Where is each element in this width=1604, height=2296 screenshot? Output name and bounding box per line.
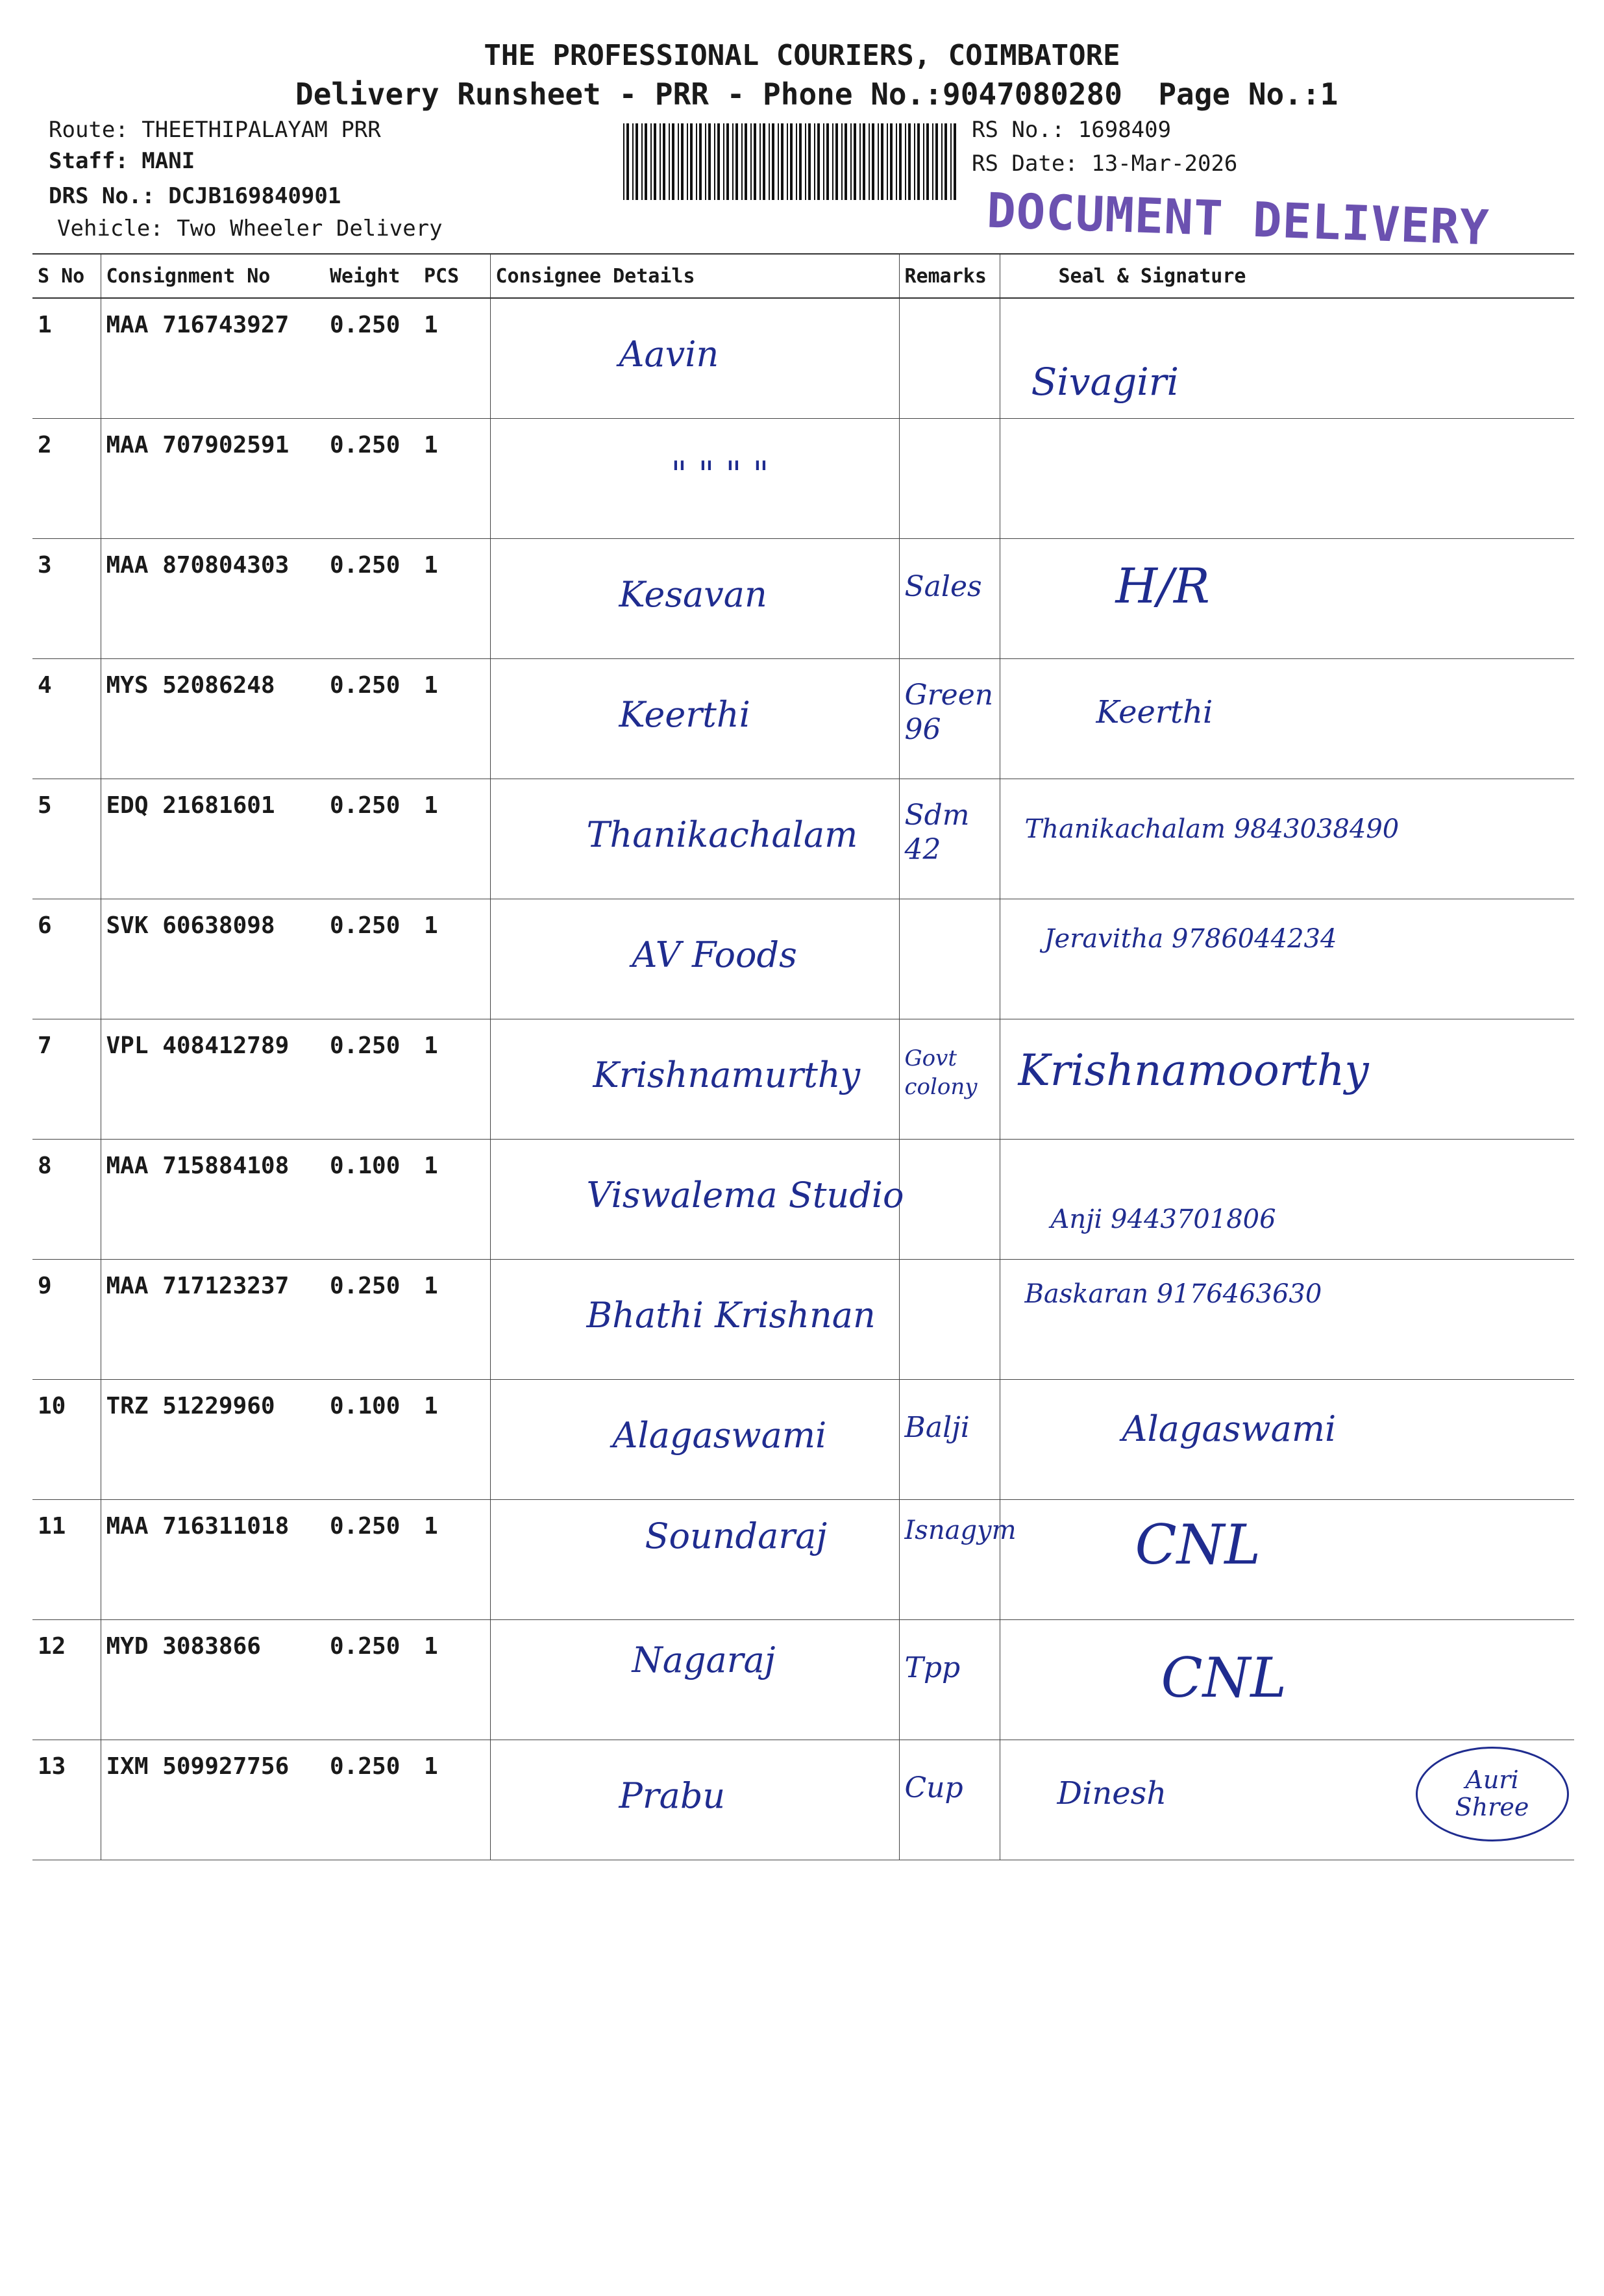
row-remarks: Sdm 42 — [904, 799, 970, 866]
row-consignee-cell — [490, 1740, 899, 1860]
row-remarks-cell — [899, 539, 1000, 659]
col-consignment: Consignment No — [101, 254, 325, 298]
subtitle-text: Delivery Runsheet - PRR - Phone No.:9047080280 — [295, 77, 1122, 112]
row-signature: Krishnamoorthy — [1018, 1045, 1369, 1095]
row-signature: Jeravitha 9786044234 — [1044, 924, 1337, 954]
col-signature: Seal & Signature — [1000, 254, 1574, 298]
col-consignee: Consignee Details — [490, 254, 899, 298]
row-weight: 0.250 — [325, 899, 419, 1019]
row-consignment: MYS 52086248 — [101, 659, 325, 779]
row-sno: 6 — [32, 899, 101, 1019]
vehicle-label: Vehicle: Two Wheeler Delivery — [57, 216, 443, 242]
row-weight: 0.250 — [325, 1260, 419, 1380]
table-row — [32, 779, 1574, 899]
row-consignment: MAA 717123237 — [101, 1260, 325, 1380]
col-weight: Weight — [325, 254, 419, 298]
row-pcs: 1 — [419, 1140, 490, 1260]
row-weight: 0.100 — [325, 1380, 419, 1500]
row-remarks: Balji — [904, 1411, 970, 1444]
row-sno: 7 — [32, 1019, 101, 1140]
barcode-image — [623, 123, 961, 200]
rs-date: RS Date: 13-Mar-2026 — [972, 151, 1238, 177]
row-consignee-cell — [490, 539, 899, 659]
row-pcs: 1 — [419, 1620, 490, 1740]
row-consignee-cell — [490, 659, 899, 779]
row-signature: Baskaran 9176463630 — [1024, 1279, 1322, 1309]
row-pcs: 1 — [419, 1019, 490, 1140]
table-row — [32, 539, 1574, 659]
row-signature-cell — [1000, 298, 1574, 419]
row-consignee-cell — [490, 1019, 899, 1140]
row-weight: 0.250 — [325, 419, 419, 539]
row-consignment: MAA 870804303 — [101, 539, 325, 659]
row-consignee: Bhathi Krishnan — [586, 1295, 876, 1336]
row-signature: Anji 9443701806 — [1050, 1204, 1276, 1234]
row-sno: 10 — [32, 1380, 101, 1500]
row-sno: 11 — [32, 1500, 101, 1620]
row-consignee: Viswalema Studio — [586, 1175, 904, 1216]
row-sno: 5 — [32, 779, 101, 899]
row-consignment: MYD 3083866 — [101, 1620, 325, 1740]
row-signature: Keerthi — [1096, 694, 1213, 730]
row-remarks-cell — [899, 779, 1000, 899]
row-pcs: 1 — [419, 1380, 490, 1500]
row-sno: 13 — [32, 1740, 101, 1860]
row-consignee: Aavin — [619, 334, 719, 375]
row-signature-cell — [1000, 1380, 1574, 1500]
row-remarks: Govt colony — [904, 1045, 978, 1101]
row-remarks-cell — [899, 659, 1000, 779]
row-signature-cell — [1000, 659, 1574, 779]
row-consignment: MAA 716743927 — [101, 298, 325, 419]
row-signature-cell — [1000, 1500, 1574, 1620]
row-sno: 4 — [32, 659, 101, 779]
row-signature: Thanikachalam 9843038490 — [1024, 814, 1400, 844]
row-signature-cell — [1000, 419, 1574, 539]
row-consignee: Thanikachalam — [586, 814, 858, 855]
row-consignee: AV Foods — [632, 934, 797, 975]
row-signature: CNL — [1161, 1646, 1287, 1710]
row-signature-cell — [1000, 1260, 1574, 1380]
row-weight: 0.250 — [325, 1019, 419, 1140]
row-signature: CNL — [1135, 1513, 1261, 1577]
table-row — [32, 1140, 1574, 1260]
row-remarks: Green 96 — [904, 679, 994, 746]
row-sno: 1 — [32, 298, 101, 419]
row-consignment: MAA 707902591 — [101, 419, 325, 539]
row-pcs: 1 — [419, 899, 490, 1019]
row-pcs: 1 — [419, 1740, 490, 1860]
row-consignee-cell — [490, 298, 899, 419]
row-pcs: 1 — [419, 539, 490, 659]
row-consignee-cell — [490, 1380, 899, 1500]
row-consignment: TRZ 51229960 — [101, 1380, 325, 1500]
col-remarks: Remarks — [899, 254, 1000, 298]
row-consignee-cell — [490, 1140, 904, 1260]
row-pcs: 1 — [419, 419, 490, 539]
row-signature: Sivagiri — [1031, 360, 1179, 404]
col-pcs: PCS — [419, 254, 490, 298]
document-delivery-stamp: DOCUMENT DELIVERY — [985, 182, 1490, 256]
row-signature-cell — [1000, 779, 1574, 899]
row-signature: Dinesh — [1057, 1775, 1167, 1812]
row-pcs: 1 — [419, 1260, 490, 1380]
drs-number: DRS No.: DCJB169840901 — [49, 183, 341, 209]
row-signature: H/R — [1115, 558, 1210, 614]
row-consignee: Nagaraj — [632, 1640, 776, 1680]
runsheet-subtitle — [295, 77, 1338, 112]
table-row — [32, 1500, 1574, 1620]
row-weight: 0.100 — [325, 1140, 419, 1260]
row-sno: 12 — [32, 1620, 101, 1740]
row-remarks: Sales — [904, 570, 982, 603]
row-remarks-cell — [899, 1620, 1000, 1740]
row-signature-cell — [1000, 1620, 1574, 1740]
row-signature-cell — [1000, 539, 1574, 659]
row-sno: 8 — [32, 1140, 101, 1260]
company-title: THE PROFESSIONAL COURIERS, COIMBATORE — [484, 39, 1120, 72]
table-row — [32, 1380, 1574, 1500]
row-pcs: 1 — [419, 1500, 490, 1620]
table-row — [32, 1019, 1574, 1140]
row-remarks: Isnagym — [904, 1516, 1017, 1545]
table-row — [32, 1740, 1574, 1860]
row-consignment: IXM 509927756 — [101, 1740, 325, 1860]
row-consignee: Alagaswami — [612, 1415, 827, 1456]
row-remarks-cell — [899, 1380, 1000, 1500]
row-consignee: Prabu — [619, 1775, 726, 1816]
row-consignee: " " " " — [671, 454, 769, 495]
row-sno: 9 — [32, 1260, 101, 1380]
table-row — [32, 659, 1574, 779]
page-number: Page No.:1 — [1158, 77, 1339, 112]
table-header-row — [32, 254, 1574, 298]
staff-label: Staff: MANI — [49, 148, 195, 174]
row-consignee-cell — [490, 1620, 899, 1740]
row-consignee: Krishnamurthy — [593, 1054, 861, 1095]
row-consignment: MAA 715884108 — [101, 1140, 325, 1260]
row-weight: 0.250 — [325, 1620, 419, 1740]
row-weight: 0.250 — [325, 298, 419, 419]
row-weight: 0.250 — [325, 539, 419, 659]
row-consignee-cell — [490, 899, 899, 1019]
col-sno: S No — [32, 254, 101, 298]
row-sno: 2 — [32, 419, 101, 539]
row-weight: 0.250 — [325, 779, 419, 899]
row-consignee: Soundaraj — [645, 1516, 828, 1556]
rs-number: RS No.: 1698409 — [972, 117, 1172, 143]
row-pcs: 1 — [419, 298, 490, 419]
row-consignment: MAA 716311018 — [101, 1500, 325, 1620]
row-consignee-cell — [490, 419, 899, 539]
row-weight: 0.250 — [325, 1740, 419, 1860]
table-row — [32, 899, 1574, 1019]
row-signature-cell — [1000, 899, 1574, 1019]
row-pcs: 1 — [419, 659, 490, 779]
row-consignment: VPL 408412789 — [101, 1019, 325, 1140]
row-weight: 0.250 — [325, 659, 419, 779]
row-remarks-cell — [899, 1500, 1017, 1620]
row-consignee-cell — [490, 1500, 899, 1620]
circled-note — [1416, 1747, 1569, 1841]
row-pcs: 1 — [419, 779, 490, 899]
table-row — [32, 419, 1574, 539]
row-consignment: SVK 60638098 — [101, 899, 325, 1019]
row-remarks-cell — [899, 1740, 1000, 1860]
row-consignment: EDQ 21681601 — [101, 779, 325, 899]
row-signature-cell — [1000, 1740, 1574, 1860]
row-weight: 0.250 — [325, 1500, 419, 1620]
runsheet-table — [32, 253, 1574, 1860]
table-row — [32, 1620, 1574, 1740]
table-row — [32, 1260, 1574, 1380]
row-remarks: Cup — [904, 1771, 963, 1804]
row-signature-cell — [1000, 1019, 1574, 1140]
row-consignee-cell — [490, 1260, 899, 1380]
circled-note-text: Auri Shree — [1455, 1766, 1529, 1821]
route-label: Route: THEETHIPALAYAM PRR — [49, 117, 381, 143]
table-row — [32, 298, 1574, 419]
row-consignee: Keerthi — [619, 694, 750, 735]
row-remarks: Tpp — [904, 1651, 961, 1684]
row-sno: 3 — [32, 539, 101, 659]
row-signature: Alagaswami — [1122, 1408, 1337, 1449]
row-consignee-cell — [490, 779, 899, 899]
row-signature-cell — [1000, 1140, 1574, 1260]
row-consignee: Kesavan — [619, 574, 767, 615]
